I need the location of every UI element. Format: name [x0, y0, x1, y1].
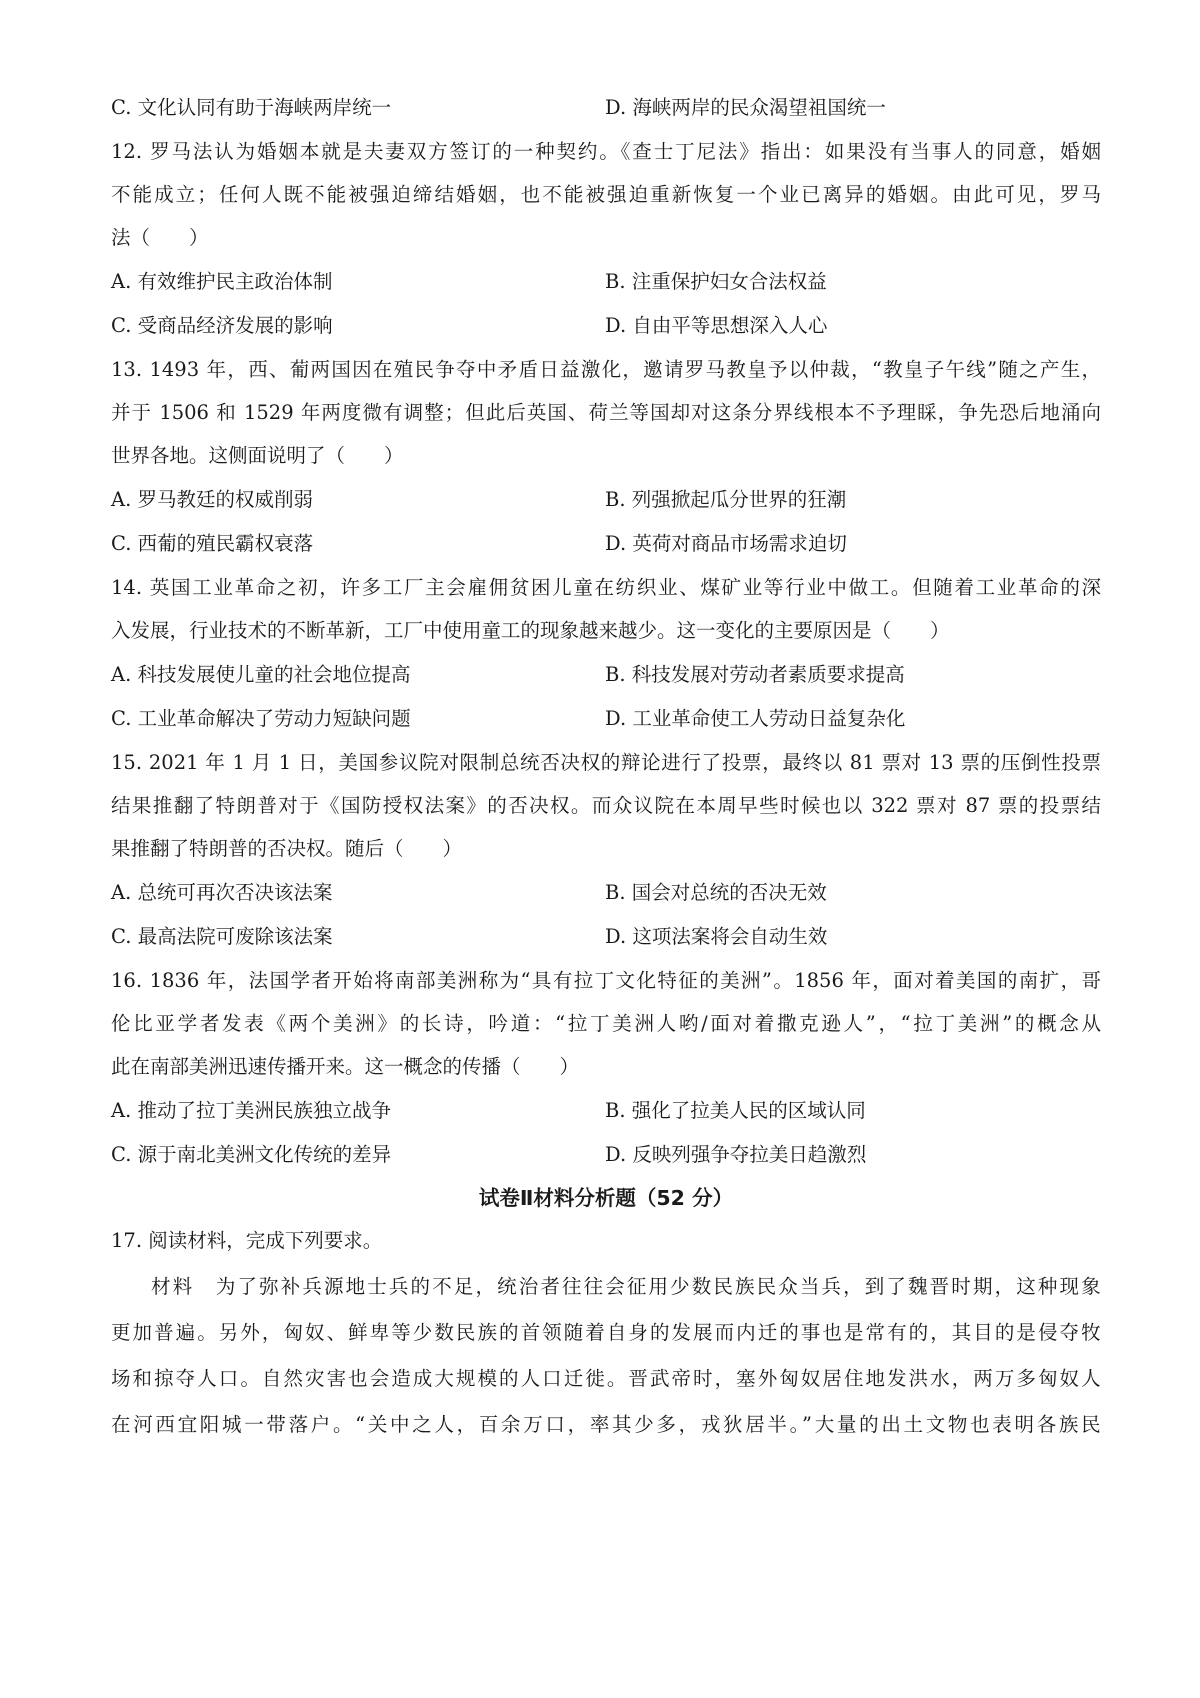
q12-stem-line: 法（ ）	[111, 226, 209, 249]
q16-stem-line: 16. 1836 年，法国学者开始将南部美洲称为“具有拉丁文化特征的美洲”。1856 年，面对着美国的南扩，哥	[111, 969, 1101, 992]
material-line: 更加普遍。另外，匈奴、鲜卑等少数民族的首领随着自身的发展而内迁的事也是常有的，其目的是侵夺牧	[111, 1321, 1101, 1344]
q13-option-a[interactable]: A. 罗马教廷的权威削弱	[111, 488, 313, 511]
q13-stem-line: 世界各地。这侧面说明了（ ）	[111, 444, 404, 467]
q14-option-c[interactable]: C. 工业革命解决了劳动力短缺问题	[111, 707, 411, 730]
q12-options-row-cd	[111, 314, 1101, 338]
q13-options-row-cd	[111, 532, 1101, 556]
q15-option-d[interactable]: D. 这项法案将会自动生效	[605, 925, 828, 948]
q14-options-row-cd	[111, 707, 1101, 731]
q13-stem-line: 并于 1506 和 1529 年两度微有调整；但此后英国、荷兰等国却对这条分界线根本不予理睬，争先恐后地涌向	[111, 401, 1101, 424]
material-line: 场和掠夺人口。自然灾害也会造成大规模的人口迁徙。晋武帝时，塞外匈奴居住地发洪水，两万多匈奴人	[111, 1367, 1101, 1390]
q16-option-c[interactable]: C. 源于南北美洲文化传统的差异	[111, 1143, 392, 1166]
q14-option-b[interactable]: B. 科技发展对劳动者素质要求提高	[605, 663, 905, 686]
q16-stem	[111, 969, 1101, 1079]
q15-options-row-ab	[111, 881, 1101, 905]
section-title: 试卷Ⅱ材料分析题（52 分）	[478, 1186, 734, 1210]
material-line: 在河西宜阳城一带落户。“关中之人，百余万口，率其少多，戎狄居半。”大量的出土文物也表明各族民	[111, 1413, 1101, 1436]
q12-option-d[interactable]: D. 自由平等思想深入人心	[605, 314, 828, 337]
q15-option-b[interactable]: B. 国会对总统的否决无效	[605, 881, 827, 904]
q16-options-row-ab	[111, 1099, 1101, 1123]
q15-stem-line: 结果推翻了特朗普对于《国防授权法案》的否决权。而众议院在本周早些时候也以 322 票对 87 票的投票结	[111, 794, 1101, 817]
q15-options-row-cd	[111, 925, 1101, 949]
q12-option-c[interactable]: C. 受商品经济发展的影响	[111, 314, 333, 337]
q17-intro: 17. 阅读材料，完成下列要求。	[111, 1229, 383, 1252]
q15-option-a[interactable]: A. 总统可再次否决该法案	[111, 881, 333, 904]
q15-option-c[interactable]: C. 最高法院可废除该法案	[111, 925, 333, 948]
q17-material	[111, 1275, 1101, 1437]
q15-stem	[111, 751, 1101, 861]
q15-stem-line: 15. 2021 年 1 月 1 日，美国参议院对限制总统否决权的辩论进行了投票，最终以 81 票对 13 票的压倒性投票	[111, 751, 1101, 774]
q12-stem-line: 12. 罗马法认为婚姻本就是夫妻双方签订的一种契约。《查士丁尼法》指出：如果没有当事人的同意，婚姻	[111, 140, 1101, 163]
q13-option-d[interactable]: D. 英荷对商品市场需求迫切	[605, 532, 847, 555]
q13-options-row-ab	[111, 488, 1101, 512]
q12-stem	[111, 140, 1101, 250]
q13-option-c[interactable]: C. 西葡的殖民霸权衰落	[111, 532, 314, 555]
q11-option-c[interactable]: C. 文化认同有助于海峡两岸统一	[111, 96, 392, 119]
q14-stem-line: 入发展，行业技术的不断革新，工厂中使用童工的现象越来越少。这一变化的主要原因是（ ）	[111, 619, 950, 642]
q15-stem-line: 果推翻了特朗普的否决权。随后（ ）	[111, 837, 463, 860]
q16-stem-line: 此在南部美洲迅速传播开来。这一概念的传播（ ）	[111, 1055, 580, 1078]
q12-stem-line: 不能成立；任何人既不能被强迫缔结婚姻，也不能被强迫重新恢复一个业已离异的婚姻。由此可见，罗马	[111, 183, 1101, 206]
exam-page	[111, 96, 1101, 1437]
q12-options-row-ab	[111, 270, 1101, 294]
q13-option-b[interactable]: B. 列强掀起瓜分世界的狂潮	[605, 488, 847, 511]
q14-option-a[interactable]: A. 科技发展使儿童的社会地位提高	[111, 663, 411, 686]
q14-stem	[111, 576, 1101, 643]
q11-option-d[interactable]: D. 海峡两岸的民众渴望祖国统一	[605, 96, 886, 119]
q16-option-a[interactable]: A. 推动了拉丁美洲民族独立战争	[111, 1099, 391, 1122]
q12-option-a[interactable]: A. 有效维护民主政治体制	[111, 270, 333, 293]
q16-stem-line: 伦比亚学者发表《两个美洲》的长诗，吟道：“拉丁美洲人哟/面对着撒克逊人”，“拉丁美洲”的概念从	[111, 1012, 1101, 1035]
q16-option-d[interactable]: D. 反映列强争夺拉美日趋激烈	[605, 1143, 867, 1166]
q16-option-b[interactable]: B. 强化了拉美人民的区域认同	[605, 1099, 866, 1122]
q13-stem-line: 13. 1493 年，西、葡两国因在殖民争夺中矛盾日益激化，邀请罗马教皇予以仲裁，“教皇子午线”随之产生，	[111, 358, 1101, 381]
q16-options-row-cd	[111, 1143, 1101, 1167]
q14-option-d[interactable]: D. 工业革命使工人劳动日益复杂化	[605, 707, 906, 730]
q11-options-row-cd	[111, 96, 1101, 120]
q14-stem-line: 14. 英国工业革命之初，许多工厂主会雇佣贫困儿童在纺织业、煤矿业等行业中做工。但随着工业革命的深	[111, 576, 1101, 599]
material-line: 材料 为了弥补兵源地士兵的不足，统治者往往会征用少数民族民众当兵，到了魏晋时期，这种现象	[151, 1275, 1101, 1298]
q14-options-row-ab	[111, 663, 1101, 687]
q13-stem	[111, 358, 1101, 468]
q12-option-b[interactable]: B. 注重保护妇女合法权益	[605, 270, 827, 293]
